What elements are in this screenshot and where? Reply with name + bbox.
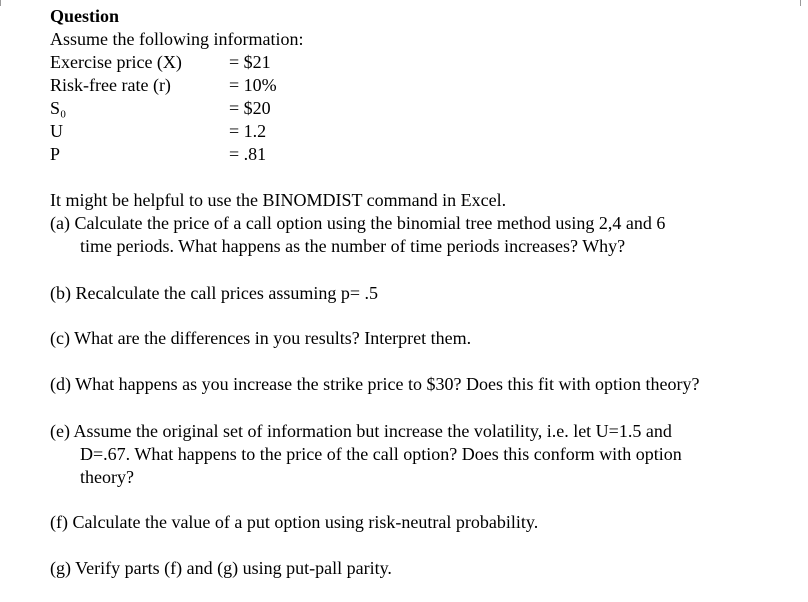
page-corner-right xyxy=(800,0,801,6)
part-a xyxy=(50,212,790,258)
param-value-p: = .81 xyxy=(229,144,267,164)
intro-text: Assume the following information: xyxy=(50,29,304,49)
part-e-line-1: (e) Assume the original set of information but increase the volatility, i.e. let U=1.5 and xyxy=(50,421,672,441)
part-c-line-1: (c) What are the differences in you results? Interpret them. xyxy=(50,328,472,348)
part-f-line-1: (f) Calculate the value of a put option using risk-neutral probability. xyxy=(50,512,539,532)
part-e-line-2: D=.67. What happens to the price of the call option? Does this conform with option xyxy=(80,444,682,464)
param-label-risk-free-rate: Risk-free rate (r) xyxy=(50,75,171,95)
param-value-risk-free-rate: = 10% xyxy=(229,75,277,95)
part-c xyxy=(50,327,790,350)
part-e-line-3: theory? xyxy=(80,467,134,487)
param-label-s0: S₀ xyxy=(50,98,67,118)
part-b xyxy=(50,282,790,305)
param-label-exercise-price: Exercise price (X) xyxy=(50,52,182,72)
question-heading: Question xyxy=(50,6,120,26)
param-label-u: U xyxy=(50,121,63,141)
part-f xyxy=(50,511,790,534)
part-g-line-1: (g) Verify parts (f) and (g) using put-pall parity. xyxy=(50,558,392,578)
page-corner-left xyxy=(0,0,1,6)
param-value-u: = 1.2 xyxy=(229,121,267,141)
part-e xyxy=(50,420,790,489)
binomdist-note: It might be helpful to use the BINOMDIST command in Excel. xyxy=(50,190,507,210)
param-value-s0: = $20 xyxy=(229,98,271,118)
part-g xyxy=(50,557,790,580)
param-value-exercise-price: = $21 xyxy=(229,52,271,72)
part-d xyxy=(50,373,790,396)
param-label-p: P xyxy=(50,144,61,164)
part-a-line-1: (a) Calculate the price of a call option using the binomial tree method using 2,4 and 6 xyxy=(50,213,666,233)
part-b-line-1: (b) Recalculate the call prices assuming p= .5 xyxy=(50,283,379,303)
part-d-line-1: (d) What happens as you increase the strike price to $30? Does this fit with option theory? xyxy=(50,374,700,394)
part-a-line-2: time periods. What happens as the number of time periods increases? Why? xyxy=(80,236,626,256)
